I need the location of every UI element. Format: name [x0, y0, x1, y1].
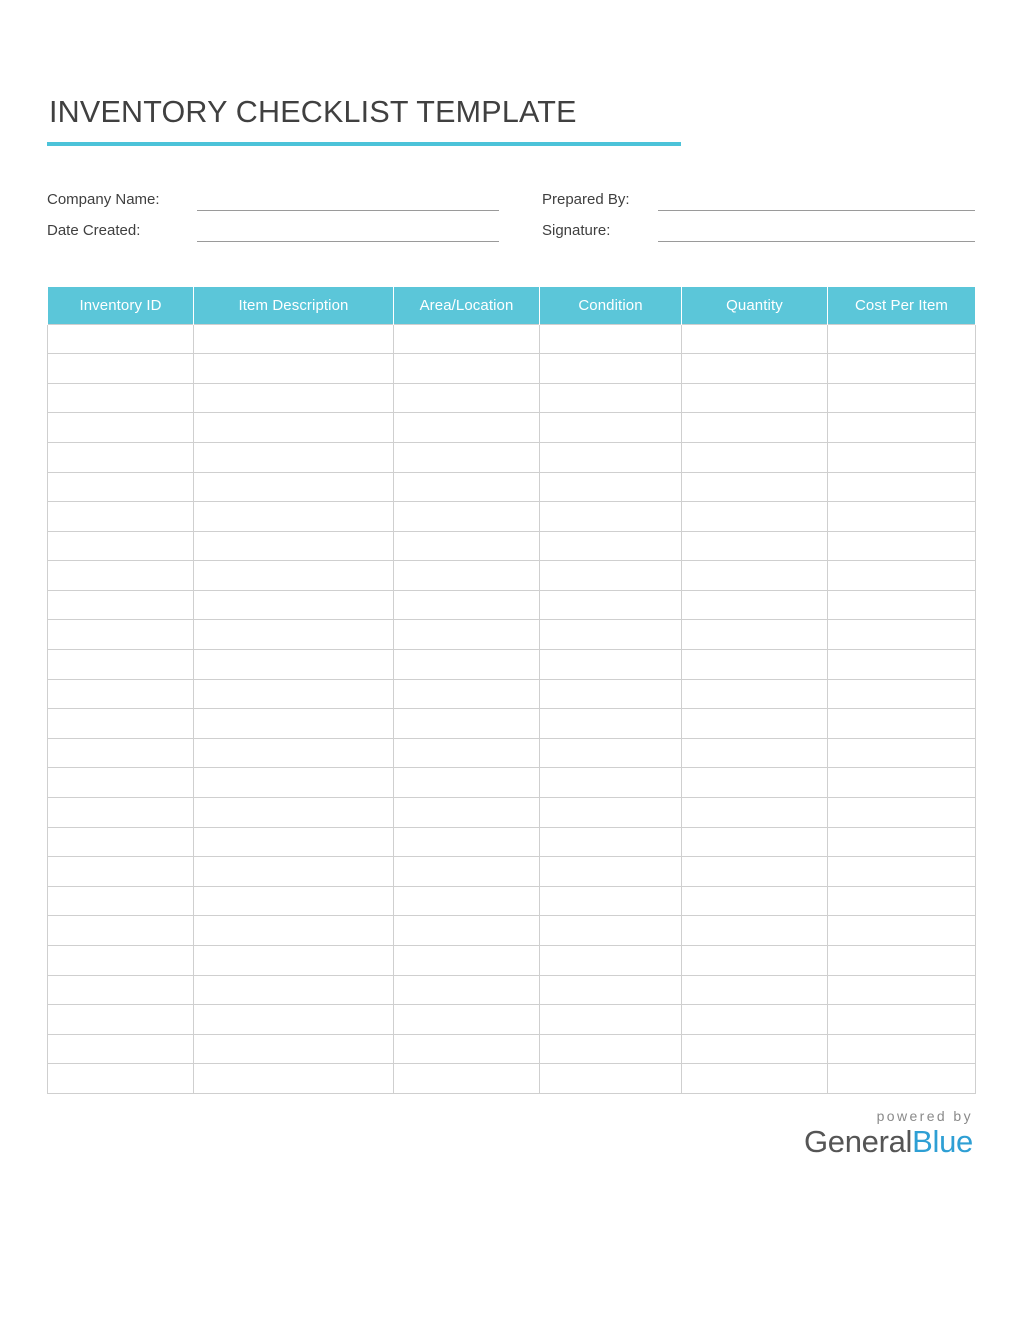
- table-cell[interactable]: [48, 1064, 194, 1094]
- table-cell[interactable]: [540, 709, 682, 739]
- prepared-by-label: Prepared By:: [542, 190, 630, 208]
- table-cell[interactable]: [194, 1034, 394, 1064]
- table-cell[interactable]: [540, 502, 682, 532]
- table-cell[interactable]: [540, 798, 682, 828]
- table-cell[interactable]: [194, 531, 394, 561]
- table-cell[interactable]: [828, 798, 976, 828]
- table-cell[interactable]: [540, 442, 682, 472]
- table-cell[interactable]: [540, 768, 682, 798]
- table-cell[interactable]: [48, 502, 194, 532]
- table-cell[interactable]: [540, 620, 682, 650]
- table-row: [48, 857, 976, 887]
- table-cell[interactable]: [682, 650, 828, 680]
- table-cell[interactable]: [540, 975, 682, 1005]
- table-cell[interactable]: [540, 738, 682, 768]
- table-cell[interactable]: [194, 886, 394, 916]
- table-cell[interactable]: [48, 472, 194, 502]
- table-cell[interactable]: [682, 886, 828, 916]
- table-row: [48, 975, 976, 1005]
- table-cell[interactable]: [194, 354, 394, 384]
- table-cell[interactable]: [682, 679, 828, 709]
- table-cell[interactable]: [394, 768, 540, 798]
- table-cell[interactable]: [48, 827, 194, 857]
- table-cell[interactable]: [194, 946, 394, 976]
- table-cell[interactable]: [682, 768, 828, 798]
- table-cell[interactable]: [48, 975, 194, 1005]
- table-cell[interactable]: [394, 1034, 540, 1064]
- table-cell[interactable]: [540, 413, 682, 443]
- table-cell[interactable]: [682, 383, 828, 413]
- table-cell[interactable]: [828, 442, 976, 472]
- title-block: [47, 96, 681, 146]
- table-cell[interactable]: [540, 472, 682, 502]
- table-cell[interactable]: [828, 620, 976, 650]
- table-cell[interactable]: [682, 442, 828, 472]
- table-cell[interactable]: [394, 916, 540, 946]
- table-cell[interactable]: [194, 738, 394, 768]
- column-header-area-location: Area/Location: [394, 286, 540, 324]
- table-cell[interactable]: [194, 383, 394, 413]
- brand-footer: [673, 1108, 973, 1159]
- table-cell[interactable]: [828, 561, 976, 591]
- table-cell[interactable]: [194, 324, 394, 354]
- prepared-by-input[interactable]: [658, 189, 975, 211]
- table-cell[interactable]: [394, 472, 540, 502]
- table-cell[interactable]: [394, 738, 540, 768]
- inventory-table-head: [48, 286, 976, 324]
- document-content: [47, 96, 975, 1094]
- meta-fields: [47, 180, 975, 242]
- table-cell[interactable]: [394, 531, 540, 561]
- table-cell[interactable]: [194, 916, 394, 946]
- table-cell[interactable]: [194, 620, 394, 650]
- table-cell[interactable]: [540, 561, 682, 591]
- page-title: INVENTORY CHECKLIST TEMPLATE: [49, 95, 577, 129]
- table-cell[interactable]: [48, 916, 194, 946]
- column-header-quantity: Quantity: [682, 286, 828, 324]
- column-header-inventory-id: Inventory ID: [48, 286, 194, 324]
- table-cell[interactable]: [682, 324, 828, 354]
- company-name-row: [47, 180, 542, 211]
- table-cell[interactable]: [540, 324, 682, 354]
- table-cell[interactable]: [828, 472, 976, 502]
- table-row: [48, 738, 976, 768]
- table-cell[interactable]: [194, 590, 394, 620]
- table-cell[interactable]: [682, 620, 828, 650]
- table-row: [48, 650, 976, 680]
- table-cell[interactable]: [48, 738, 194, 768]
- table-cell[interactable]: [540, 857, 682, 887]
- table-cell[interactable]: [48, 354, 194, 384]
- table-row: [48, 768, 976, 798]
- table-cell[interactable]: [682, 531, 828, 561]
- table-cell[interactable]: [682, 561, 828, 591]
- table-cell[interactable]: [194, 442, 394, 472]
- table-cell[interactable]: [48, 561, 194, 591]
- table-row: [48, 590, 976, 620]
- column-header-item-description: Item Description: [194, 286, 394, 324]
- table-cell[interactable]: [394, 975, 540, 1005]
- table-cell[interactable]: [682, 1064, 828, 1094]
- table-cell[interactable]: [540, 590, 682, 620]
- table-row: [48, 472, 976, 502]
- table-cell[interactable]: [394, 590, 540, 620]
- table-cell[interactable]: [394, 857, 540, 887]
- table-row: [48, 324, 976, 354]
- table-row: [48, 383, 976, 413]
- table-header-row: [48, 286, 976, 324]
- signature-row: [542, 211, 975, 242]
- table-cell[interactable]: [48, 886, 194, 916]
- table-cell[interactable]: [682, 413, 828, 443]
- column-header-cost-per-item: Cost Per Item: [828, 286, 976, 324]
- table-row: [48, 709, 976, 739]
- table-cell[interactable]: [828, 324, 976, 354]
- table-cell[interactable]: [194, 709, 394, 739]
- table-cell[interactable]: [828, 886, 976, 916]
- table-cell[interactable]: [194, 975, 394, 1005]
- table-cell[interactable]: [194, 768, 394, 798]
- table-row: [48, 442, 976, 472]
- brand-name-second: Blue: [912, 1124, 973, 1159]
- table-cell[interactable]: [394, 413, 540, 443]
- table-cell[interactable]: [48, 324, 194, 354]
- table-cell[interactable]: [394, 946, 540, 976]
- table-cell[interactable]: [394, 679, 540, 709]
- table-cell[interactable]: [194, 1005, 394, 1035]
- table-cell[interactable]: [828, 1034, 976, 1064]
- table-cell[interactable]: [48, 442, 194, 472]
- table-cell[interactable]: [828, 679, 976, 709]
- table-cell[interactable]: [828, 709, 976, 739]
- table-cell[interactable]: [194, 827, 394, 857]
- brand-name-first: General: [803, 1124, 913, 1159]
- table-cell[interactable]: [394, 383, 540, 413]
- table-cell[interactable]: [540, 827, 682, 857]
- table-cell[interactable]: [828, 827, 976, 857]
- table-cell[interactable]: [540, 1034, 682, 1064]
- table-cell[interactable]: [828, 502, 976, 532]
- table-cell[interactable]: [540, 946, 682, 976]
- signature-input[interactable]: [658, 220, 975, 242]
- table-cell[interactable]: [540, 679, 682, 709]
- table-cell[interactable]: [48, 413, 194, 443]
- table-cell[interactable]: [828, 768, 976, 798]
- table-cell[interactable]: [682, 857, 828, 887]
- table-cell[interactable]: [48, 679, 194, 709]
- table-cell[interactable]: [48, 798, 194, 828]
- table-row: [48, 413, 976, 443]
- table-cell[interactable]: [394, 1064, 540, 1094]
- date-created-label: Date Created:: [47, 221, 141, 239]
- table-cell[interactable]: [48, 768, 194, 798]
- inventory-table-body: [48, 324, 976, 1093]
- table-cell[interactable]: [194, 679, 394, 709]
- table-cell[interactable]: [194, 561, 394, 591]
- table-cell[interactable]: [394, 354, 540, 384]
- date-created-row: [47, 211, 542, 242]
- table-cell[interactable]: [540, 354, 682, 384]
- table-cell[interactable]: [394, 650, 540, 680]
- table-cell[interactable]: [48, 383, 194, 413]
- table-cell[interactable]: [828, 354, 976, 384]
- table-cell[interactable]: [48, 531, 194, 561]
- table-cell[interactable]: [682, 709, 828, 739]
- inventory-table: [47, 286, 976, 1094]
- table-row: [48, 916, 976, 946]
- table-cell[interactable]: [394, 827, 540, 857]
- table-row: [48, 1064, 976, 1094]
- table-cell[interactable]: [828, 946, 976, 976]
- table-cell[interactable]: [394, 1005, 540, 1035]
- table-cell[interactable]: [540, 886, 682, 916]
- table-cell[interactable]: [828, 1064, 976, 1094]
- table-cell[interactable]: [48, 709, 194, 739]
- table-cell[interactable]: [682, 472, 828, 502]
- table-cell[interactable]: [394, 502, 540, 532]
- table-cell[interactable]: [540, 916, 682, 946]
- table-cell[interactable]: [48, 1005, 194, 1035]
- table-cell[interactable]: [682, 1005, 828, 1035]
- signature-label: Signature:: [542, 221, 611, 239]
- table-row: [48, 946, 976, 976]
- table-cell[interactable]: [828, 413, 976, 443]
- table-row: [48, 561, 976, 591]
- table-cell[interactable]: [682, 738, 828, 768]
- title-underline-rule: [47, 142, 681, 146]
- table-row: [48, 354, 976, 384]
- column-header-condition: Condition: [540, 286, 682, 324]
- table-cell[interactable]: [194, 502, 394, 532]
- table-cell[interactable]: [394, 442, 540, 472]
- table-row: [48, 502, 976, 532]
- table-cell[interactable]: [682, 975, 828, 1005]
- table-row: [48, 620, 976, 650]
- table-cell[interactable]: [828, 383, 976, 413]
- powered-by-label: powered by: [876, 1108, 973, 1124]
- table-cell[interactable]: [394, 620, 540, 650]
- table-cell[interactable]: [682, 798, 828, 828]
- table-cell[interactable]: [682, 590, 828, 620]
- table-row: [48, 679, 976, 709]
- meta-column-right: [542, 180, 975, 242]
- company-name-label: Company Name:: [47, 190, 160, 208]
- table-cell[interactable]: [682, 827, 828, 857]
- table-cell[interactable]: [540, 650, 682, 680]
- table-cell[interactable]: [394, 798, 540, 828]
- meta-column-left: [47, 180, 542, 242]
- table-cell[interactable]: [194, 472, 394, 502]
- table-cell[interactable]: [540, 1005, 682, 1035]
- company-name-input[interactable]: [197, 189, 499, 211]
- table-row: [48, 531, 976, 561]
- brand-logo: [673, 1126, 973, 1159]
- table-cell[interactable]: [194, 413, 394, 443]
- table-row: [48, 798, 976, 828]
- table-cell[interactable]: [828, 975, 976, 1005]
- table-cell[interactable]: [828, 531, 976, 561]
- table-cell[interactable]: [682, 916, 828, 946]
- table-row: [48, 1034, 976, 1064]
- table-cell[interactable]: [394, 561, 540, 591]
- table-cell[interactable]: [682, 1034, 828, 1064]
- table-cell[interactable]: [394, 886, 540, 916]
- table-row: [48, 1005, 976, 1035]
- table-cell[interactable]: [682, 354, 828, 384]
- table-cell[interactable]: [828, 857, 976, 887]
- table-cell[interactable]: [682, 502, 828, 532]
- table-cell[interactable]: [828, 1005, 976, 1035]
- table-row: [48, 886, 976, 916]
- table-cell[interactable]: [48, 590, 194, 620]
- table-cell[interactable]: [828, 916, 976, 946]
- table-cell[interactable]: [194, 798, 394, 828]
- table-row: [48, 827, 976, 857]
- table-cell[interactable]: [194, 650, 394, 680]
- table-cell[interactable]: [48, 946, 194, 976]
- table-cell[interactable]: [828, 590, 976, 620]
- table-cell[interactable]: [48, 1034, 194, 1064]
- table-cell[interactable]: [540, 531, 682, 561]
- table-cell[interactable]: [682, 946, 828, 976]
- table-cell[interactable]: [540, 1064, 682, 1094]
- table-cell[interactable]: [394, 709, 540, 739]
- table-cell[interactable]: [394, 324, 540, 354]
- table-cell[interactable]: [540, 383, 682, 413]
- table-cell[interactable]: [828, 650, 976, 680]
- table-cell[interactable]: [194, 857, 394, 887]
- date-created-input[interactable]: [197, 220, 499, 242]
- table-cell[interactable]: [828, 738, 976, 768]
- table-cell[interactable]: [194, 1064, 394, 1094]
- table-cell[interactable]: [48, 620, 194, 650]
- table-cell[interactable]: [48, 857, 194, 887]
- table-cell[interactable]: [48, 650, 194, 680]
- prepared-by-row: [542, 180, 975, 211]
